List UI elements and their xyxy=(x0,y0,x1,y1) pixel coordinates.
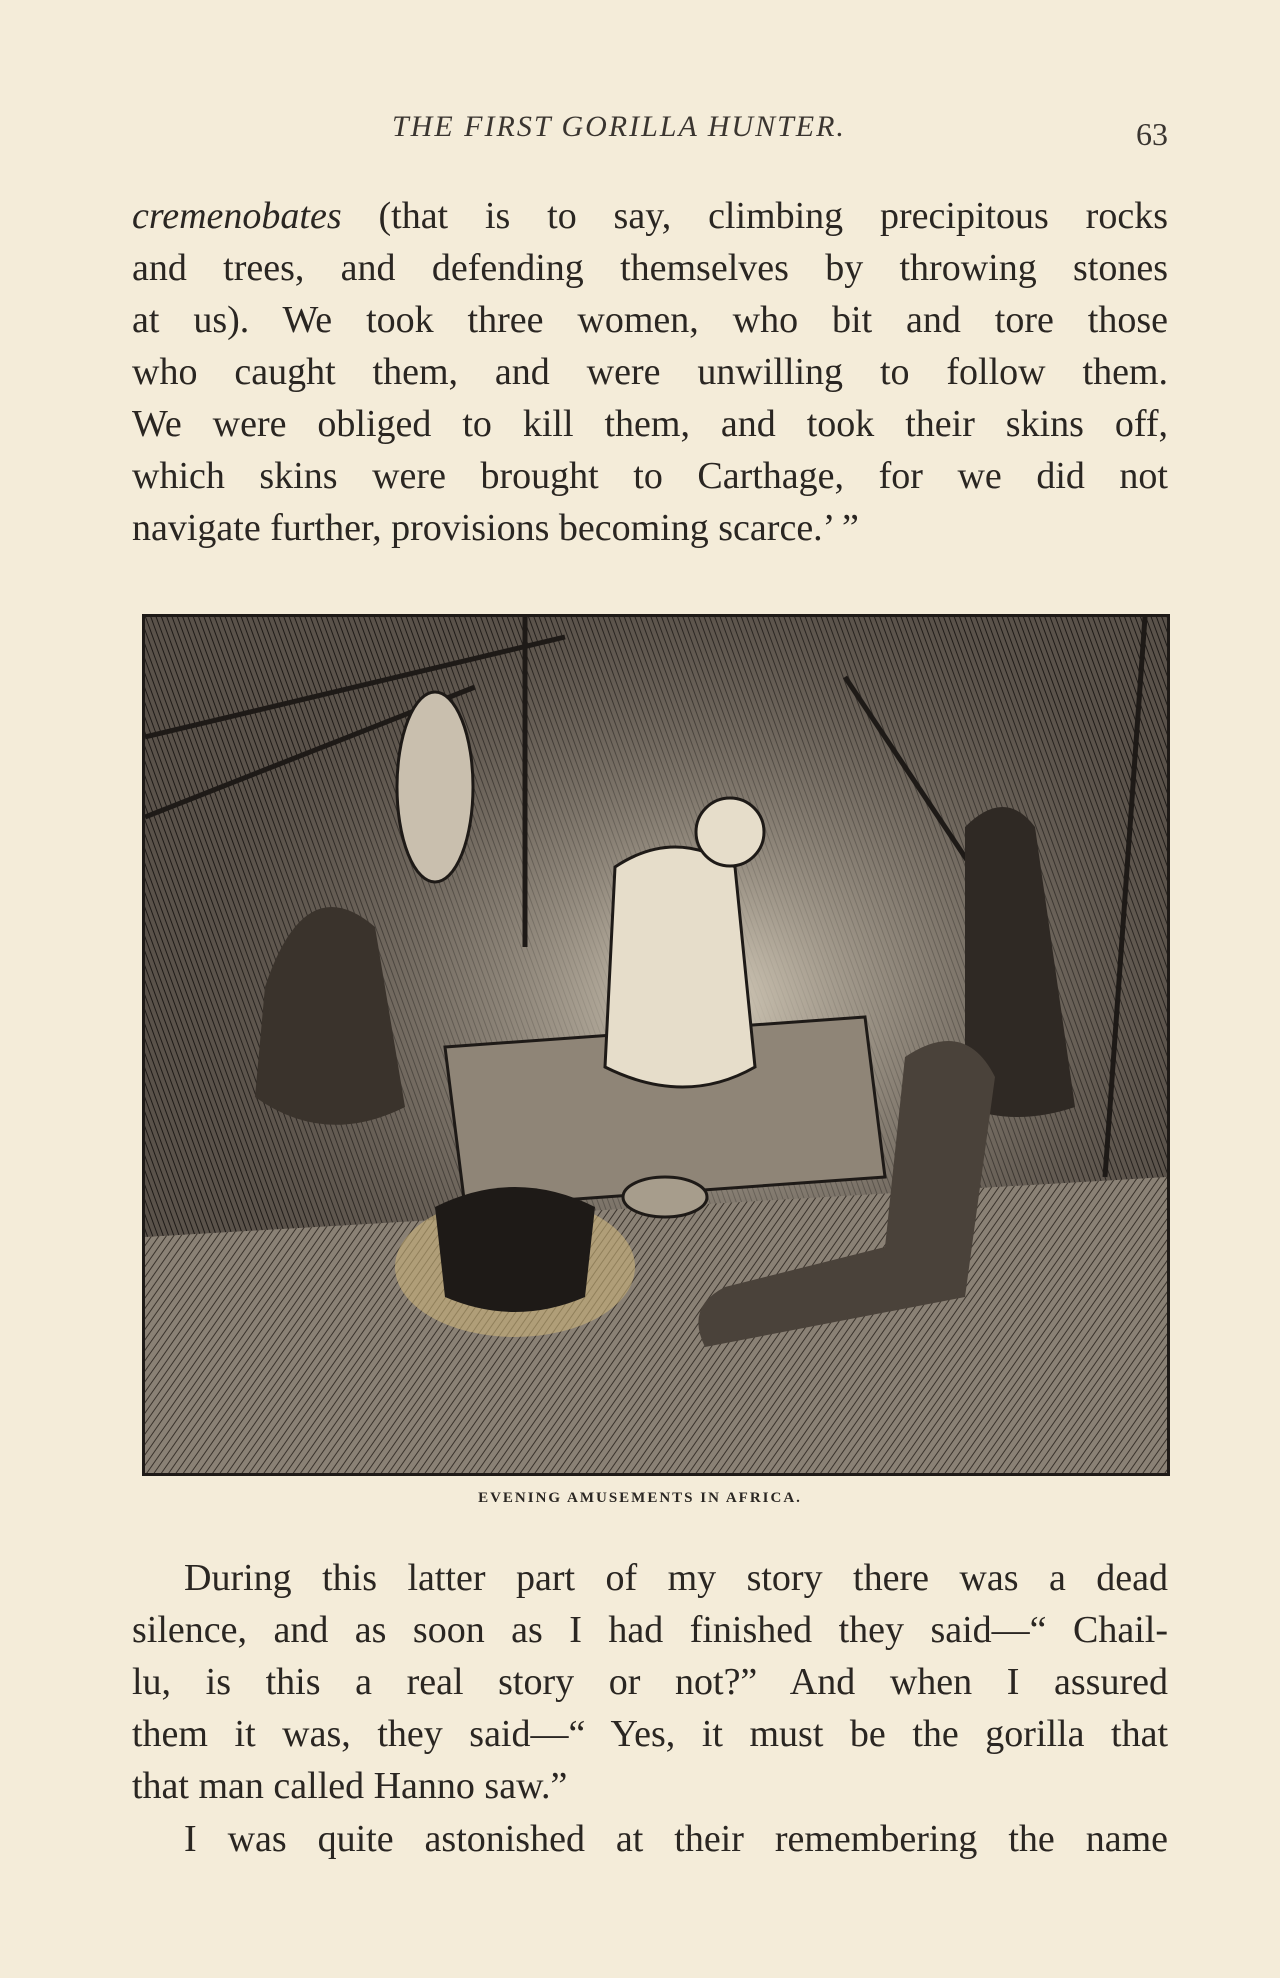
banana-bunch xyxy=(397,692,473,882)
text-line: lu, is this a real story or not?” And when I assured xyxy=(132,1661,1168,1703)
text-line: and trees, and defending themselves by throwing stones xyxy=(132,247,1168,289)
text-line: I was quite astonished at their remembering the name xyxy=(184,1818,1168,1860)
text-line: During this latter part of my story there was a dead xyxy=(184,1557,1168,1599)
text-line: We were obliged to kill them, and took their skins off, xyxy=(132,403,1168,445)
bowl xyxy=(623,1177,707,1217)
cooking-pot xyxy=(435,1187,595,1312)
page-number: 63 xyxy=(1136,116,1168,152)
text-line: that man called Hanno saw.” xyxy=(132,1765,568,1807)
text-line: which skins were brought to Carthage, for we did not xyxy=(132,455,1168,497)
italic-term: cremenobates xyxy=(132,195,342,237)
text-fragment: (that is to say, climbing precipitous rocks xyxy=(341,195,1168,237)
paragraph-3 xyxy=(132,1813,1168,1865)
page-header xyxy=(132,106,1168,156)
text-line: navigate further, provisions becoming scarce.’ ” xyxy=(132,507,859,549)
text-line: at us). We took three women, who bit and tore those xyxy=(132,299,1168,341)
man-head xyxy=(696,798,764,866)
paragraph-2 xyxy=(132,1552,1168,1812)
text-line: who caught them, and were unwilling to follow them. xyxy=(132,351,1168,393)
running-title: THE FIRST GORILLA HUNTER. xyxy=(392,110,846,143)
engraving-illustration xyxy=(142,614,1170,1476)
paragraph-1 xyxy=(132,190,1168,554)
figure-caption: EVENING AMUSEMENTS IN AFRICA. xyxy=(478,1490,802,1506)
text-line: them it was, they said—“ Yes, it must be the gorilla that xyxy=(132,1713,1168,1755)
engraving-scene xyxy=(145,617,1167,1473)
text-line xyxy=(132,190,1168,242)
seated-man-figure xyxy=(605,847,755,1087)
text-line: silence, and as soon as I had finished they said—“ Chail- xyxy=(132,1609,1168,1651)
